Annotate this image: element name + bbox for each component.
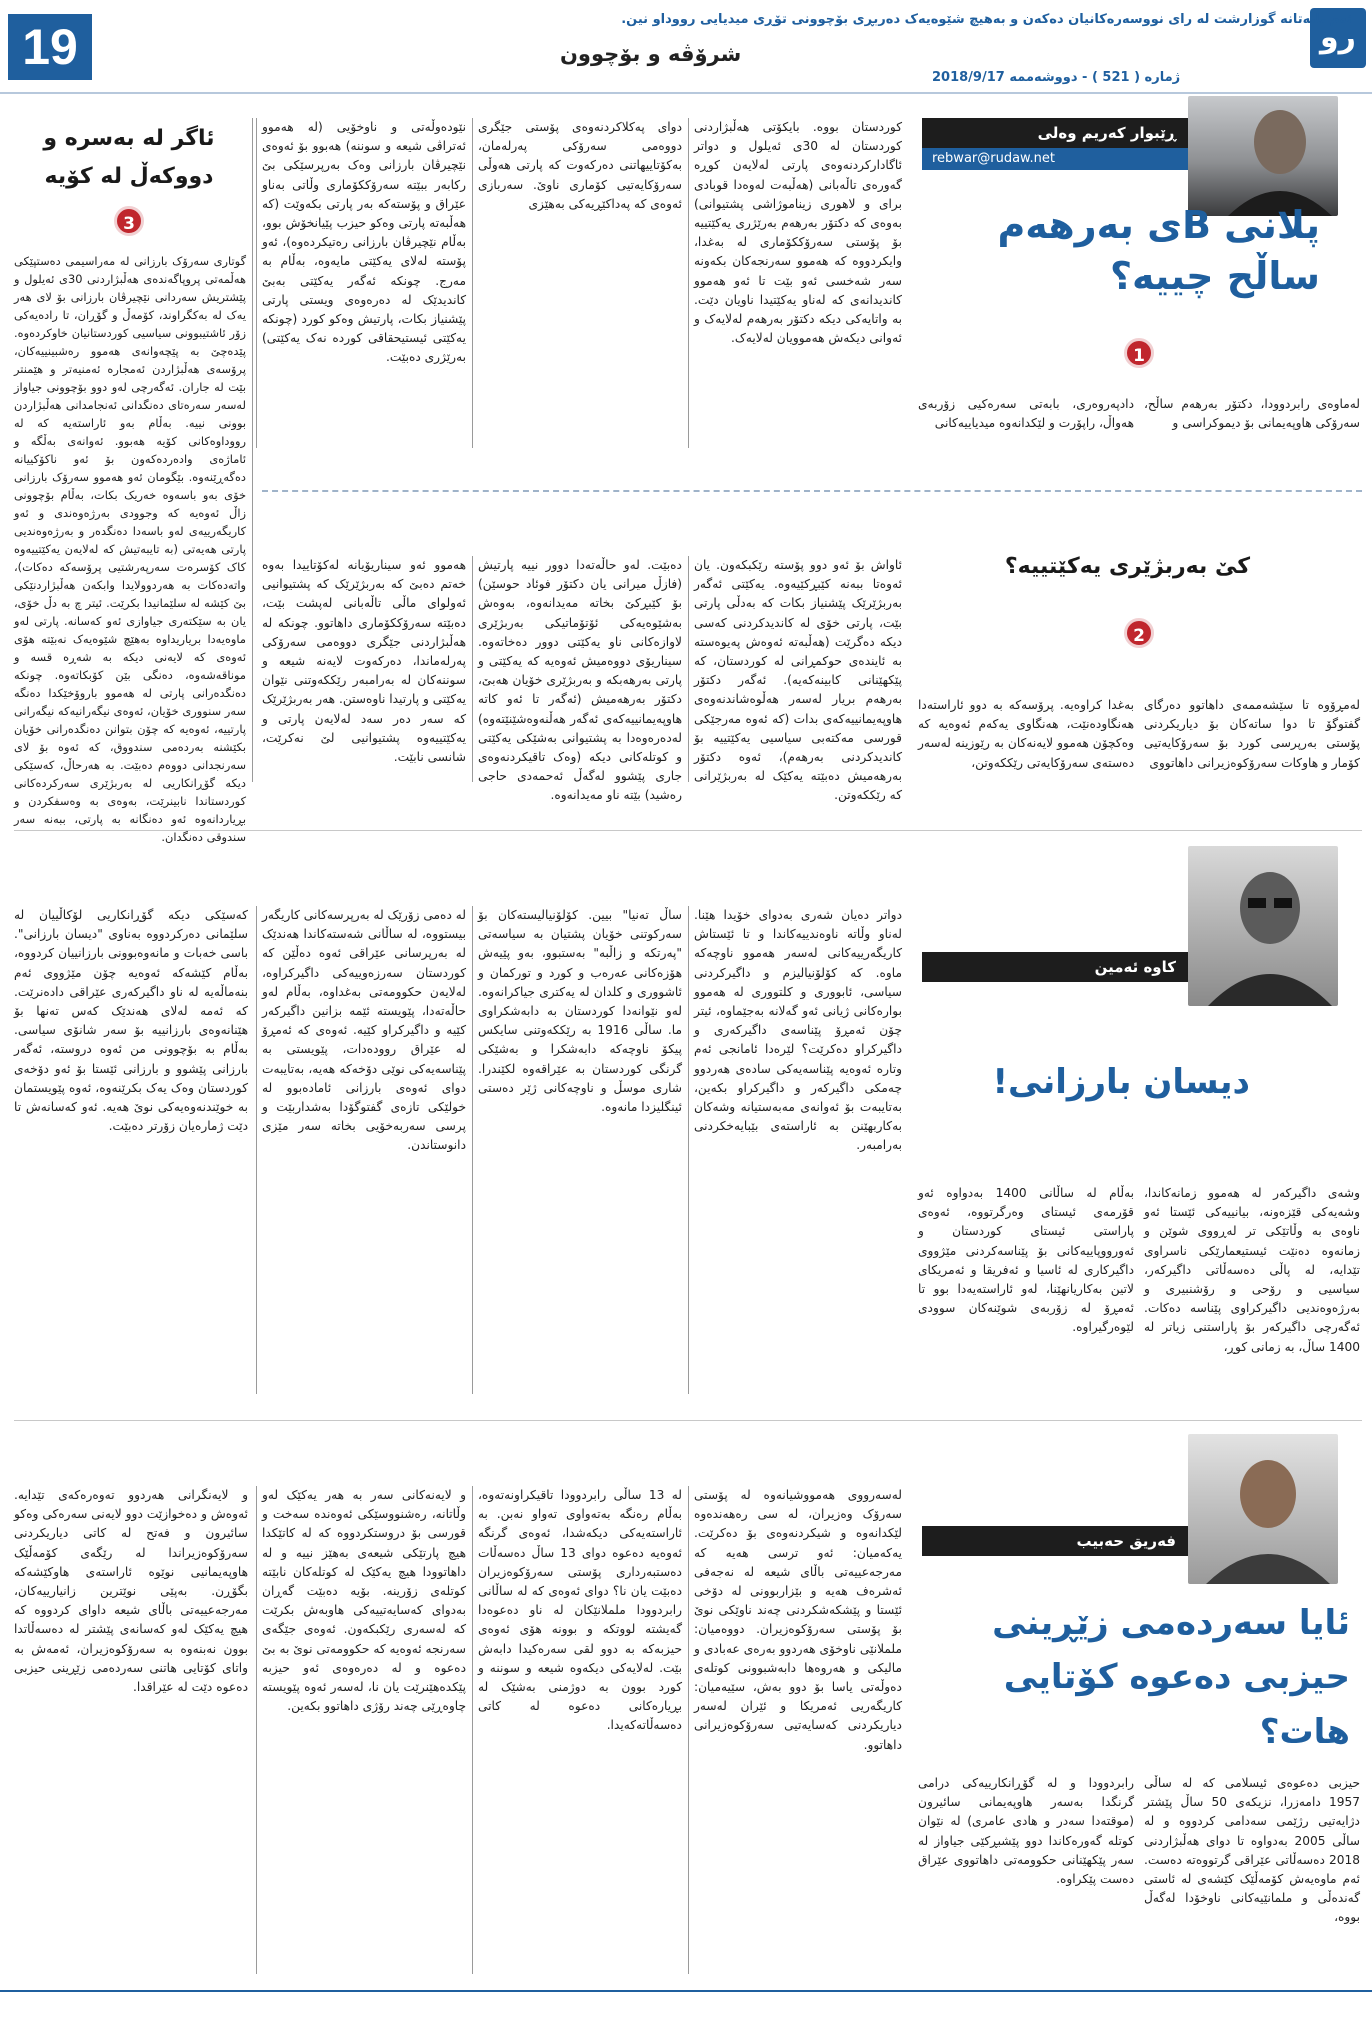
sidebar-divider xyxy=(252,118,253,782)
lead-paragraph: بەڵام لە ساڵانی 1400 بەدواوە ئەو قۆرمەی ئیستای وەرگرتووە، ئەوەی پاراستی ئیستای کوردستان و ئەورووپاییەکانی بۆ پێناسەکردنی مێژووی داگیرکاری لە ئاسیا و ئەفریقا و ئەمریکای لاتین بەکاریانهێنا، لەو ئاراستەیەدا بوو تا ئەمڕۆ لە زۆربەی شوێنەکان سوودی لێوەرگیراوە. xyxy=(918,1186,1134,1335)
author-email[interactable]: rebwar@rudaw.net xyxy=(922,148,1188,170)
footer-disclaimer: ئەم بابەتانە گوزارشت لە رای نووسەرەکانیان دەکەن و بەهیچ شێوەیەک دەربڕی بۆچوونی تۆڕی میدیایی رووداو نین. xyxy=(621,12,1352,27)
article-column: دوای پەکلاکردنەوەی پۆستی جێگری دووەمی سەرۆکی پەرلەمان، بەکۆتاییهاتنی دەرکەوت کە پارتی هەوڵی سەرۆکایەتیی کۆماری ناوێ. سەربازی ئەوەی کە پەداکێڕیەکی بەهێزی xyxy=(478,120,682,211)
article-column: ئاواش بۆ ئەو دوو پۆستە رێکبکەون. یان ئەوەتا ببەنە کێبڕکێیەوە. یەکێتی ئەگەر بەربژێرێک پێشنیاز بکات کە بەدڵی پارتی بێت، پارتی خۆی لە کاندیدکردنی کەسی دیکە دەگرێت (هەڵبەتە ئەوەش پەیوەستە بە ئایندەی حوکمڕانی لە کوردستان، کە پێکهێنانی کابینەکەیە). ئەگەر دکتۆر بەرهەم بریار لەسەر هەڵوەشاندنەوەی هاوپەیمانییەکەی بدات (کە ئەوە مەرجێکی قورسی مەکتەبی سیاسیی یەکێتییە بۆ کاندیدکردنی بەرهەم)، ئەوە دکتۆر بەرهەمیش دەبێتە یەکێک لە بەربژێرانی کە رێککەوتن. xyxy=(694,558,902,803)
column-divider xyxy=(256,906,257,1394)
column-divider xyxy=(688,556,689,782)
article-column: و لایەنگرانی هەردوو تەوەرەکەی تێدایە. ئەوەش و دەخوازێت دوو لایەنی سەرەکی وەکو سائیرون و فەتح لە کاتی دیاریکردنی سەرۆکوەزیراندا لە رێگەی کۆمەڵێک هاوپەیمانیی نوێوە ئاراستەی هاوکێشەکە بگۆڕن. بەپێی نوێترین زانیارییەکان، مەرجەعییەتی باڵای شیعە داوای کردووە کە هیچ یەکێک لەو کەسانەی پێشتر لە دەسەڵاتدا بوون نەبنەوە بە سەرۆکوەزیران، ئەمەش بە واتای کۆتایی هاتنی سەردەمی زێڕینی حیزبی دەعوە دێت لە عێراقدا. xyxy=(14,1488,248,1695)
lead-paragraph: لەمڕۆوە تا سێشەممەی داهاتوو دەرگای گفتوگۆ تا دوا ساتەکان بۆ دیاریکردنی پۆستی بەرپرسی کورد بۆ سەرۆکایەتیی کۆمار و هاوکات سەرۆکوەزیرانی داهاتووی xyxy=(1144,698,1360,770)
lead-paragraph: دادپەروەری، بابەتی سەرەکیی زۆربەی هەواڵ، راپۆرت و لێکدانەوە میدیاییەکانی xyxy=(918,397,1134,431)
sidebar-column: گوتاری سەرۆک بارزانی لە مەراسیمی دەستپێکی هەڵمەتی پروپاگەندەی هەڵبژاردنی 30ی ئەیلول و پێشتریش سەردانی نێچیرڤان بارزانی بۆ لای هەر یەک لە بەکگراوند، کۆمەڵ و گۆڕان، تا رادەیەکی زۆر ئاشتیبوونی سیاسیی کوردستانیان خاوکردەوە. پێدەچێ بە پێچەوانەی هەموو رەشبینییەکان، پرۆسەی هەڵبژاردن ئەمجارە ئەمنیەتر و هێمنتر بێت لە جاران. ئەگەرچی لەو دوو بۆچوونی جیاواز لەسەر سەرەتای دەنگدانی ئەنجامدانی هەڵبژاردن بوونی نییە. بەڵام بەو ئاراستەیە کە لە رووداوەکانی کۆیە هەبوو. ئەوانەی بەڵگە و ئاماژەی وادەردەکەون بۆ ئەو ناکۆکییانە دەگەڕێنەوە. بێگومان ئەو هەموو سەرۆک بارزانی خۆی بەو باسەوە خەریک بکات، بەڵام بۆچوونی زاڵ ئەوەیە کە وجوودی بەرژەوەندی و ئەو کاریگەرییەی لەو باسەدا دەنگدەر و بەرژەوەندیی پارتی هەیەتی (بە تایبەتیش کە لەلایەن یەکێتییەوە کاک کۆسرەت سەرپەرشتیی پرۆسەکە دەکات)، واتەدەکات بە هەردوولایدا وابکەن هەڵبژاردنێکی بێ کێشە لە سلێمانیدا بکرێت. ئیتر چ بە دڵ خۆی، یان بە سێکتەری جیاوازی ئەو کەسانە. پارتی لەو ماوەیەدا بریاریداوە بەهێچ شێوەیەک نەبێتە هۆی ئەوەی کە لایەنی دیکە بە شەڕە قسە و موناقەشەوە، دەنگی بێن کۆبکاتەوە. چونکە دەنگدەرانی پارتی لە هەموو باروۆخێکدا دەنگە سەر سنووری خۆیان، ئەوەی نیگەرانیەکە نیگەرانی پارتییە، ئەوەیە کە چۆن بتوانن دەنگدەرانی خۆیان بکێشنە بەردەمی سندووق، کە ئەوە بۆ لای سەرنجدانی دووەم دەبێت. بە هەرحاڵ، کەسێکی دیکە گۆڕانکاریی لە بەربژێری سەرکردەکانی کوردستاندا نابینرێت، بەوەی بە وەسفکردن و بڕیاردانەوە ئەو دەنگانە بە پارتی، ببەنە سەر سندوقی دەنگدان. xyxy=(14,254,246,844)
lead-paragraph: حیزبی دەعوەی ئیسلامی کە لە ساڵی 1957 دامەزرا، نزیکەی 50 ساڵ پێشتر دژایەتیی رژێمی سەدامی کردووە و لە ساڵی 2005 بەدواوە تا دوای هەڵبژاردنی 2018 دەسەڵاتی عێراقی گرتووەتە دەست. ئەم ماوەیەش کۆمەڵێک کێشەی لە ئاستی گەندەڵی و ملمانێیەکانی ناوخۆدا لەگەڵ بووە، xyxy=(1144,1776,1361,1925)
article-column: کوردستان بووە. بایکۆتی هەڵبژاردنی کوردستان لە 30ی ئەیلول و دواتر ئاگادارکردنەوەی پارتی لەلایەن کوڕە گەورەی تاڵەبانی (هەڵبەت لەوەدا قوبادی برای و لاهوری زیناموژاشی پشتیوانی) بەوەی کە دکتۆر بەرهەم بەرێژری یەکێتییە بۆ پۆستی سەرۆککۆماری لە بەغدا، وایکردووە کە هەموو سەرنجەکان بکەونە سەر شەخسی ئەو بێت تا ئەو هەموو کاندیدانەی کە لەناو یەکێتیدا ناویان دێت. بە واتایەکی دیکە دکتۆر بەرهەم لەلایەک و ئەوانی دیکەش هەموویان لەلایەک. xyxy=(694,120,902,346)
portrait-silhouette-icon xyxy=(1188,96,1338,216)
author-name: کاوە ئەمین xyxy=(922,952,1188,982)
sub-headline: کێ بەربژێری یەکێتییە؟ xyxy=(1004,554,1250,579)
section-title: شرۆڤە و بۆچوون xyxy=(560,42,742,66)
lead-paragraph: لەماوەی رابردوودا، دکتۆر بەرهەم ساڵح، سەرۆکی هاوپەیمانی بۆ دیموکراسی و xyxy=(1144,397,1360,431)
author-name: فەریق حەبیب xyxy=(922,1526,1188,1556)
rudaw-logo: رو xyxy=(1310,8,1366,68)
column-divider xyxy=(472,906,473,1394)
author-photo-rebwar xyxy=(1188,96,1338,216)
article-column: ساڵ تەنیا" بیین. کۆلۆنیالیستەکان بۆ سەرکوتنی خۆیان پشتیان بە سیاسەتی "پەرتکە و زاڵبە" بەستبوو، بەو پێیەش هۆزەکانی عەرەب و کورد و تورکمان و ئاشووری و کلدان لە یەکتری جیاکرانەوە. لەو نێوانەدا کوردستان بە دابەشکراوی ما. ساڵی 1916 بە رێککەوتنی سایکس پیکۆ ناوچەکە دابەشکرا و بەشێکی گرنگی کوردستان بە عێراقەوە لکێندرا. شاری موسڵ و ناوچەکانی ژێر دەستی ئینگلیزدا مانەوە. xyxy=(478,908,682,1115)
lead-paragraph: بەغدا کراوەیە. پرۆسەکە بە دوو ئاراستەدا هەنگاودەنێت، هەنگاوی یەکەم ئەوەیە کە وەکچۆن هەموو لایەنەکان بە رێوزینە لەسەر دەستەی سەرۆکایەتی رێککەوتن، xyxy=(918,698,1134,770)
page-number: 19 xyxy=(8,14,92,80)
article-headline: دیسان بارزانی! xyxy=(992,1062,1250,1102)
section-badge: 1 xyxy=(1124,338,1154,368)
article-column: دەبێت. لەو حاڵەتەدا دوور نییە پارتیش (فازڵ میرانی یان دکتۆر فوئاد حوسێن) بۆ کێبڕکێ بخاتە مەیدانەوە، بەوەش بەشێوەیەکی ئۆتۆماتیکی بەربژێری لاوازەکانی ناو یەکێتی دوور دەخاتەوە. سیناریۆی دووەمیش ئەوەیە کە یەکێتی و پارتی بەرهەبکە و بەربژێری خۆیان هەبێ، دکتۆر بەرهەمیش (ئەگەر تا ئەو کاتە هاوپەیمانییەکەی ئەگەر هەڵنەوەشێنێتەوە) لەدەرەوەدا بە پشتیوانی بەشێکی یەکێتی و کوتلەکانی دیکە (وەک تاقیکردنەوەی جاری پێشوو لەگەڵ ئەحمەدی حاجی رەشید) بێتە ناو مەیدانەوە. xyxy=(478,558,682,803)
article-column: لە دەمی زۆرێک لە بەرپرسەکانی کاریگەر بیستووە، لە ساڵانی شەستەکاندا هەندێک لە بەرپرسانی عێراقی ئەوە دەڵێن کە کوردستان سەرزەوییەکی داگیرکراوە، لەلایەن حکوومەتی بەغداوە، بەڵام لەو حاڵەتەدا، پێویستە ئێمە بزانین داگیرکەر کێیە و داگیرکراو کێیە. ئەوەی کە ئەمڕۆ لە عێراق روودەدات، پێویستی بە پێناسەیەکی نوێی دۆخەکە هەیە، بەتایبەت دوای ئەوەی بارزانی ئامادەبوو لە خولێکی تازەی گفتوگۆدا بەشداربێت و پرسی سەربەخۆیی بخاتە سەر مێزی دانوستاندن. xyxy=(261,908,466,1153)
lead-paragraph: رابردوودا و لە گۆڕانکارییەکی درامی گرنگدا بەسەر هاوپەیمانی سائیرون (موقتەدا سەدر و هادی عامری) لە نێوان کوتلە گەورەکاندا دوو پێشبڕکێی جیاواز لە سەر پێکهێنانی حکوومەتی داهاتووی عێراق دەست پێکراوە. xyxy=(918,1776,1134,1887)
section-badge: 2 xyxy=(1124,618,1154,648)
column-divider xyxy=(472,118,473,448)
column-divider xyxy=(472,556,473,782)
author-name: ڕێبوار کەریم وەلی xyxy=(922,118,1188,148)
article-headline: پلانی Bی بەرهەم ساڵح چییە؟ xyxy=(997,203,1320,299)
article-column: کەسێکی دیکە گۆڕانکاریی لۆکاڵییان لە سلێمانی دەرکردووە بەناوی "دیسان بارزانی". باسی خەبات و مانەوەبوونی بارزانییان کردووە، بەڵام کێشەکە ئەوەیە چۆن مێژووی ئەم بنەماڵەیە لە ناو داگیرکەری عێراقی دادەنرێت. کە ئەمە لەلای هەندێک کەس تەنها بۆ هێنانەوەی بارزانییە بۆ سەر شانۆی سیاسی. بەڵام بە بۆچوونی من ئەوە دروستە، ئەگەر بارزانی پێشوو و بارزانی ئێستا بۆ ئەو دۆخەی کوردستان وەک یەک بکرێنەوە، ئەوە پێویستمان بە خوێندنەوەیەکی نوێ هەیە. ئەو کەسانەش تا دێت ژمارەیان زۆرتر دەبێت. xyxy=(14,908,248,1134)
issue-date-line: ژمارە ( 521 ) - دووشەممە 2018/9/17 xyxy=(932,70,1181,85)
article-divider xyxy=(14,830,1362,831)
column-divider xyxy=(688,906,689,1394)
article-column: هەموو ئەو سیناریۆیانە لەکۆتاییدا بەوە خەتم دەبێ کە بەربژێرێک کە پشتیوانیی ئەولوای ماڵی تاڵەبانی لەپشت بێت، دەبێتە سەرۆککۆماری داهاتوو. چونکە لە هەڵبژاردنی جێگری دووەمی سەرۆکی پەرلەماندا، دەرکەوت لایەنە شیعە و سوننەکان لە بەرامبەر رێککەوتنی نێوان یەکێتی و پارتیدا ناوەستن. هەر بەربژێرێک کە سەر دەر سەد لەلایەن پارتی و یەکێتییەوە پشتیوانیی لێ نەکرێت، شانسی نابێت. xyxy=(262,558,466,765)
article-column: دواتر دەیان شەری بەدوای خۆیدا هێنا. لەناو وڵاتە ناوەندییەکاندا و تا ئێستاش کاریگەرییەکانی لەسەر هەموو ناوچەکە ماوە. کە کۆلۆنیالیزم و داگیرکردنی سیاسی، ئابووری و کلتووری لە هەموو بوارەکانی ژیانی ئەو گەلانە بەجێماوە، ئیتر چۆن ئەمڕۆ پێناسەی داگیرکەری و داگیرکراو دەکرێت؟ لێرەدا ئامانجی ئەم وتارە ئەوەیە پێناسەیەکی سادەی هەردوو چەمکی داگیرکەر و داگیرکراو بکەین، بەتایبەت بۆ ئەوانەی مەبەستیانە وشەکان بەکاربهێنن بە ئاراستەی بێبایەخکردنی بەرامبەر. xyxy=(694,908,902,1153)
column-divider xyxy=(256,1486,257,1974)
article-column: نێودەوڵەتی و ناوخۆیی (لە هەموو ئەتراڤی شیعە و سوننە) هەبوو بۆ ئەوەی نێچیرڤان بارزانی وەک بەرپرسێکی بێ رکابەر ببێتە سەرۆککۆماری وڵاتی بەناو عێراق و پۆستەکە بەر پارتی بکەوێت (کە هەڵبەتە پارتی وەکو حیزب پێیانخۆش بوو، بەڵام نێچیرڤان بارزانی رەتیکردەوە)، ئەو پۆستە لەلای یەکێتی مایەوە، بەڵام بە مەرج. چونکە ئەگەر یەکێتی بەبێ کاندیدێک لە دەرەوەی ویستی پارتی پێشنیاز بکات، پارتیش وەکو کورد (چونکە یەکێتی ئیستیحقاقی کوردە نەک یەکێتی) بەرێژری دەبێت. xyxy=(262,120,466,365)
sidebar-headline: ئاگر لە بەسرە و دووکەڵ لە کۆیە xyxy=(43,126,215,189)
column-divider xyxy=(688,118,689,448)
article-headline: ئایا سەردەمی زێڕینی حیزبی دەعوە کۆتایی هات؟ xyxy=(992,1603,1350,1752)
column-divider xyxy=(472,1486,473,1974)
article-divider xyxy=(14,1420,1362,1421)
author-photo-fariq xyxy=(1188,1434,1338,1584)
portrait-silhouette-icon xyxy=(1188,1434,1338,1584)
article-column: لەسەرووی هەمووشیانەوە لە پۆستی سەرۆک وەزیران، لە سی رەهەندەوە لێکدانەوە و شیکردنەوەی بۆ دەکرێت. یەکەمیان: ئەو ترسی هەیە کە مەرجەعییەتی باڵای شیعە لە نەجەفی ئەشرەف هەیە و بێزاربوونی لە دۆخی ئێستا و پێشکەشکردنی چەند ناوێکی نوێ بۆ پۆستی سەرۆکوەزیران. دووەمیان: ململانێی ناوخۆی هەردوو بەرەی عەبادی و مالیکی و هەروەها دابەشبوونی کوتلەی دەوڵەتی یاسا بۆ دوو بەش، سێیەمیان: کاریگەریی ئەمریکا و ئێران لەسەر دیاریکردنی کەسایەتیی سەرۆکوەزیرانی داهاتوو. xyxy=(694,1488,902,1752)
section-divider xyxy=(262,490,1362,492)
lead-paragraph: وشەی داگیرکەر لە هەموو زمانەکاندا، وشەیەکی قێزەونە، بیانییەکی ئێستا ئەو ناوەی بە وڵاتێکی تر لەڕووی شوێن و زمانەوە دەنێت ئیستیعمارێکی ناسراوی تێدایە، لە پاڵی دەسەڵاتی داگیرکەر، سیاسیی و رۆحی و رۆشنبیری و بەرژەوەندیی داگیرکراوی پێناسە دەکات. ئەگەرچی داگیرکەر بۆ پاراستنی زیاتر لە 1400 ساڵ، بە زمانی کوڕ، xyxy=(1144,1186,1360,1354)
page-footer xyxy=(0,1990,1372,2034)
section-badge: 3 xyxy=(114,206,144,236)
portrait-silhouette-icon xyxy=(1188,846,1338,1006)
column-divider xyxy=(256,118,257,448)
author-photo-kawa xyxy=(1188,846,1338,1006)
article-column: لە 13 ساڵی رابردوودا تاقیکراونەتەوە، بەڵام رەنگە بەتەواوی تەواو نەبن. بە ئاراستەیەکی دیکەشدا، ئەوەی گرنگە ئەوەیە دەعوە دوای 13 ساڵ دەسەڵات دەستبەرداری پۆستی سەرۆکوەزیران دەبێت یان نا؟ دوای ئەوەی کە لە ساڵانی رابردوودا ململانێکان لە ناو دەعوەدا گەیشتە لووتکە و بوونە هۆی ئەوەی حیزبەکە بە دوو لقی سەرەکیدا دابەش بێت. لەلایەکی دیکەوە شیعە و سوننە و کورد بوون بە دوژمنی بەشێک لە بڕیارەکانی دەعوە لە کاتی دەسەڵاتەکەیدا. xyxy=(478,1488,683,1733)
article-column: و لایەنەکانی سەر بە هەر یەکێک لەو وڵاتانە، رەشنووسێکی ئەوەندە سەخت و قورسی بۆ دروستکردووە کە لە کاتێکدا هیچ پارتێکی شیعەی بەهێز نییە و لە داهاتوودا هیچ یەکێک لە کوتلەکان نابێتە کوتلەی زۆرینە. بۆیە دەبێت گەڕان بەدوای کەسایەتییەکی هاوبەش بکرێت کە لەسەری رێکبکەون. ئەوەی جێگەی سەرنجە ئەوەیە کە حکوومەتی نوێ بە بێ دەعوە و لە دەرەوەی ئەو حیزبە پێکدەهێنرێت یان نا، لەسەر ئەوە پێویستە چاوەڕێی چەند رۆژی داهاتوو بکەین. xyxy=(262,1488,466,1714)
column-divider xyxy=(688,1486,689,1974)
